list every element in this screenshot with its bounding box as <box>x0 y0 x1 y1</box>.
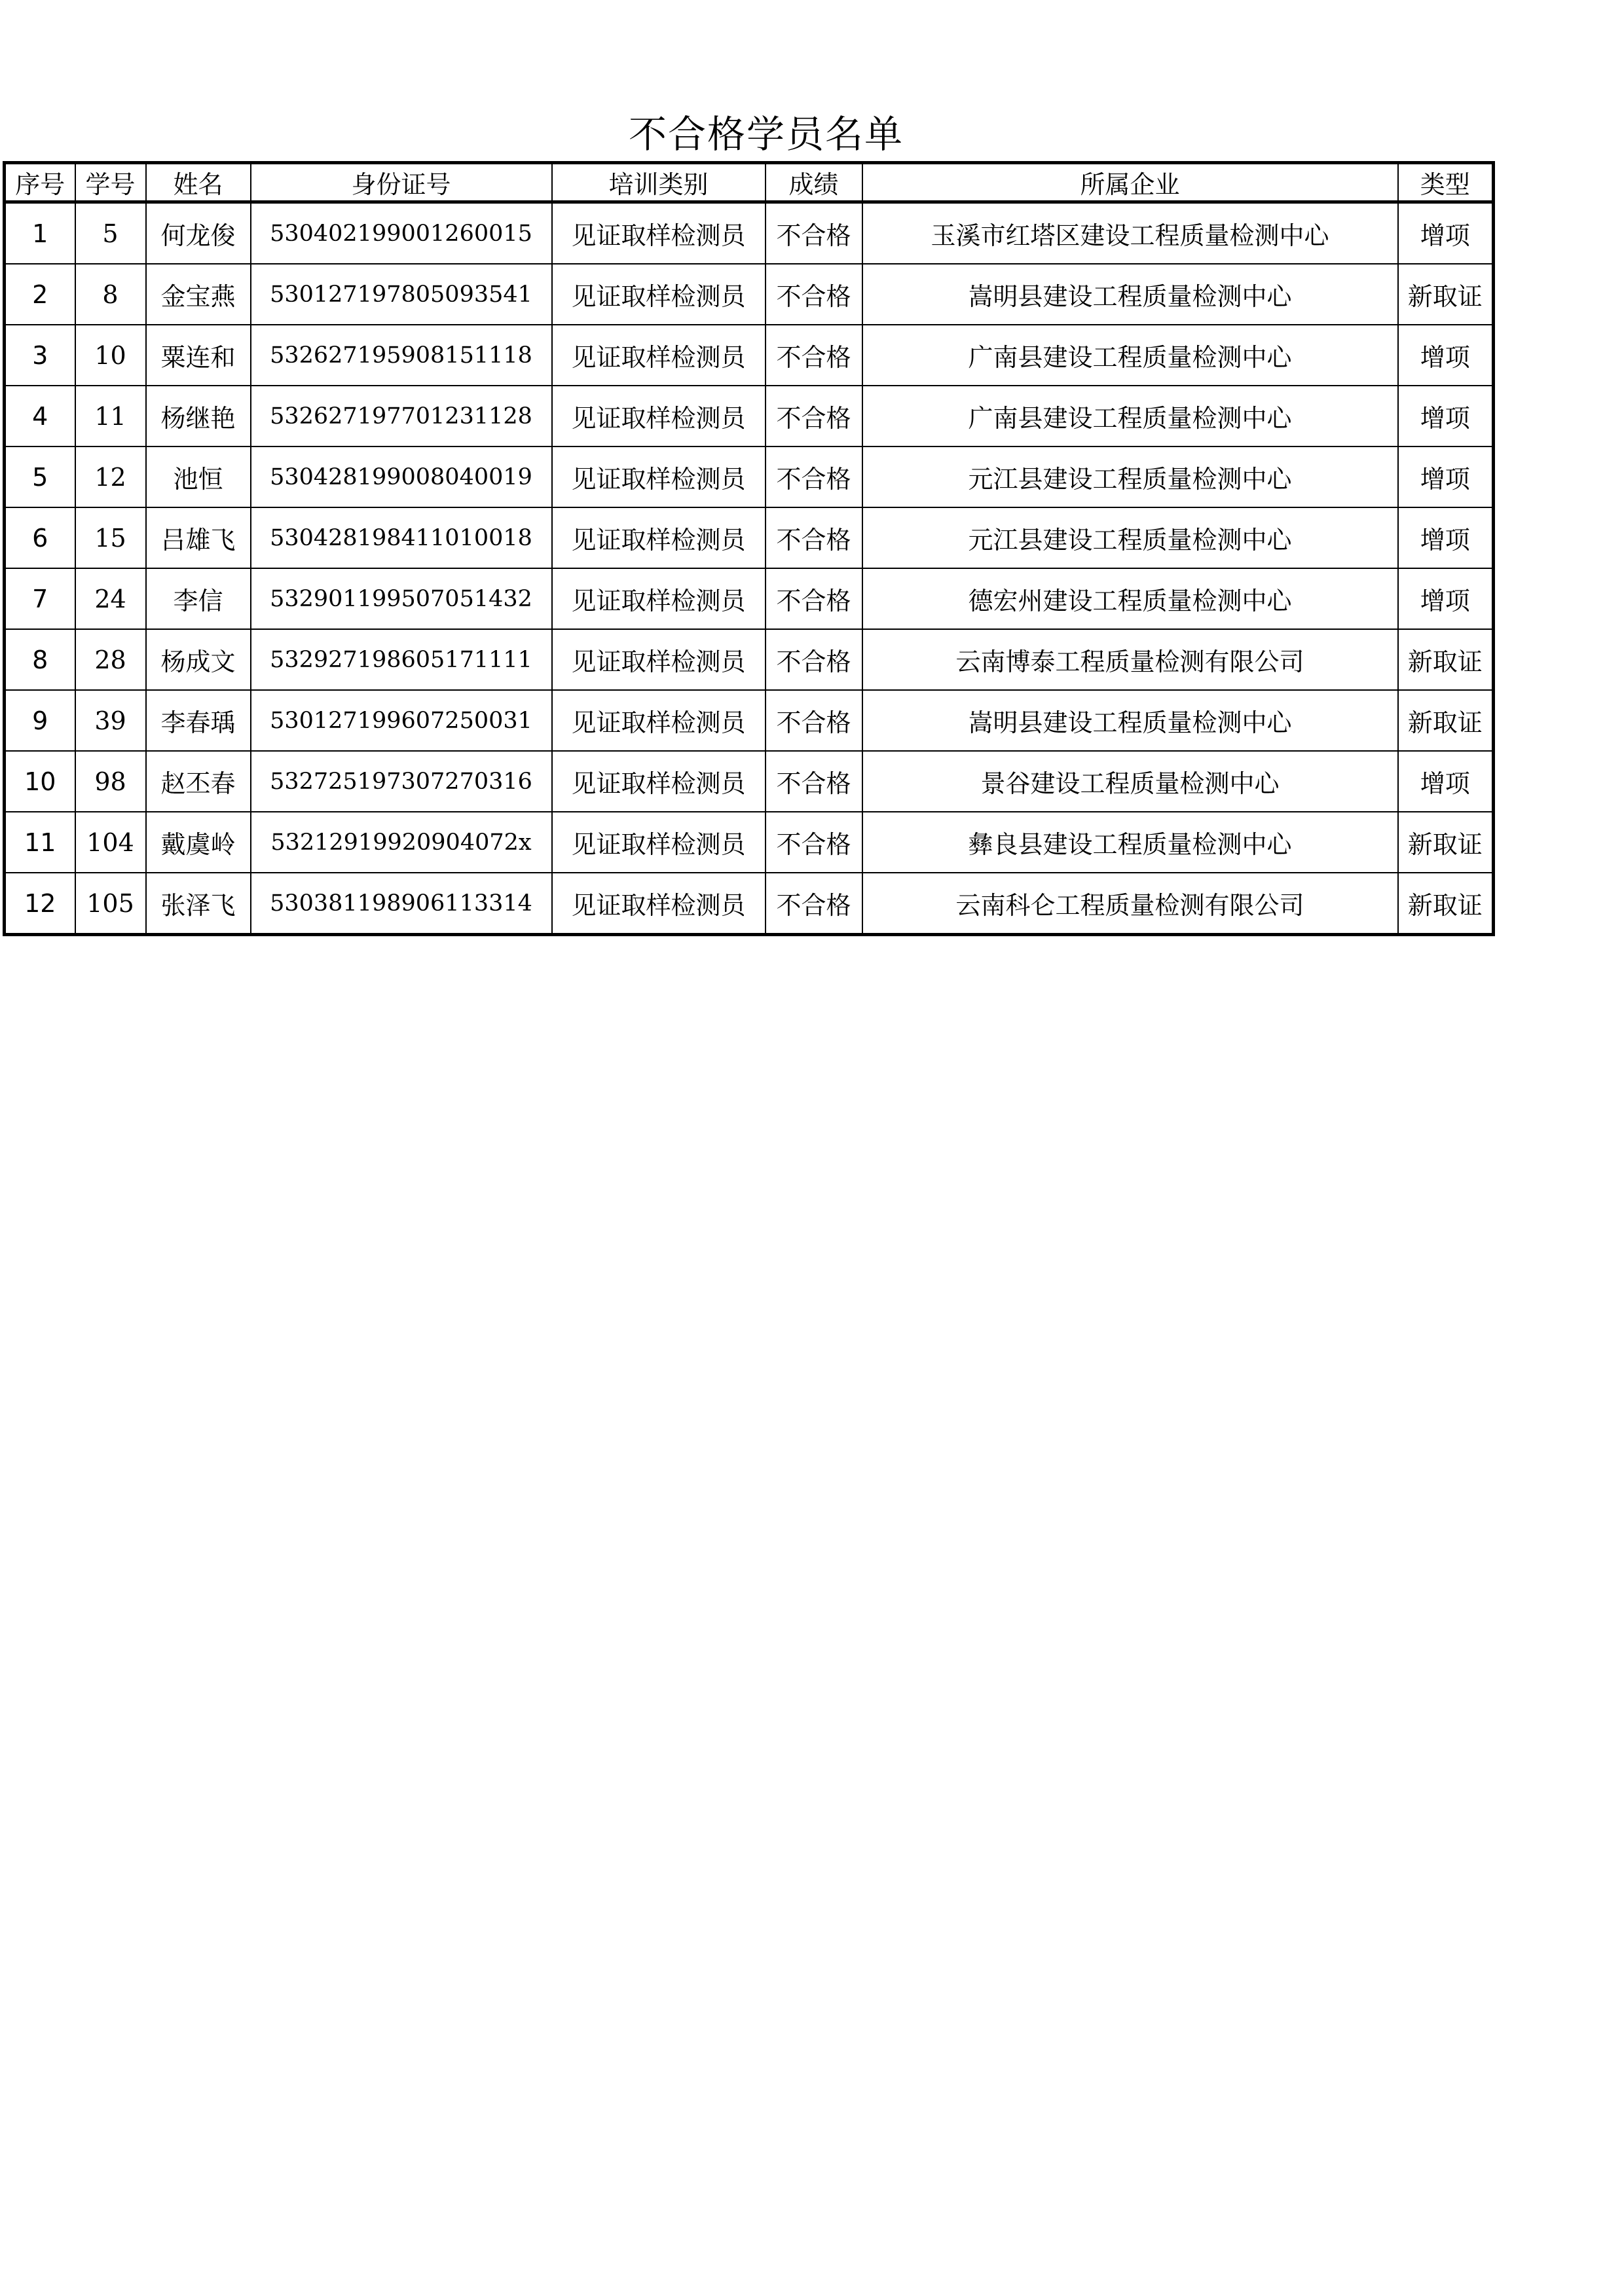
cell-student-number: 98 <box>75 751 146 812</box>
table-row <box>5 446 1494 507</box>
cell-type: 增项 <box>1398 507 1494 568</box>
header-id-number: 身份证号 <box>251 163 552 202</box>
table-row <box>5 386 1494 446</box>
cell-type: 增项 <box>1398 202 1494 264</box>
cell-training-category: 见证取样检测员 <box>552 873 766 935</box>
header-result: 成绩 <box>766 163 862 202</box>
cell-student-number: 104 <box>75 812 146 873</box>
cell-student-number: 11 <box>75 386 146 446</box>
cell-result: 不合格 <box>766 751 862 812</box>
cell-company: 嵩明县建设工程质量检测中心 <box>862 264 1398 325</box>
header-seq: 序号 <box>5 163 75 202</box>
header-name: 姓名 <box>146 163 251 202</box>
cell-name: 杨继艳 <box>146 386 251 446</box>
table-row <box>5 202 1494 264</box>
cell-result: 不合格 <box>766 812 862 873</box>
cell-seq: 11 <box>5 812 75 873</box>
table-row <box>5 873 1494 935</box>
cell-seq: 2 <box>5 264 75 325</box>
cell-student-number: 5 <box>75 202 146 264</box>
cell-training-category: 见证取样检测员 <box>552 751 766 812</box>
cell-id-number: 530127197805093541 <box>251 264 552 325</box>
table-row <box>5 325 1494 386</box>
cell-company: 景谷建设工程质量检测中心 <box>862 751 1398 812</box>
cell-result: 不合格 <box>766 202 862 264</box>
cell-seq: 4 <box>5 386 75 446</box>
table-header-row <box>5 163 1494 202</box>
cell-training-category: 见证取样检测员 <box>552 325 766 386</box>
cell-type: 新取证 <box>1398 629 1494 690</box>
cell-id-number: 530381198906113314 <box>251 873 552 935</box>
cell-id-number: 530428198411010018 <box>251 507 552 568</box>
cell-seq: 3 <box>5 325 75 386</box>
cell-seq: 5 <box>5 446 75 507</box>
cell-student-number: 10 <box>75 325 146 386</box>
cell-type: 新取证 <box>1398 812 1494 873</box>
cell-company: 元江县建设工程质量检测中心 <box>862 446 1398 507</box>
page-title: 不合格学员名单 <box>628 112 904 156</box>
cell-type: 增项 <box>1398 325 1494 386</box>
cell-result: 不合格 <box>766 568 862 629</box>
cell-result: 不合格 <box>766 446 862 507</box>
table-row <box>5 690 1494 751</box>
table-row <box>5 507 1494 568</box>
cell-result: 不合格 <box>766 507 862 568</box>
cell-student-number: 39 <box>75 690 146 751</box>
cell-name: 赵丕春 <box>146 751 251 812</box>
cell-type: 新取证 <box>1398 690 1494 751</box>
cell-id-number: 530402199001260015 <box>251 202 552 264</box>
cell-training-category: 见证取样检测员 <box>552 629 766 690</box>
cell-training-category: 见证取样检测员 <box>552 568 766 629</box>
cell-training-category: 见证取样检测员 <box>552 202 766 264</box>
cell-name: 张泽飞 <box>146 873 251 935</box>
cell-result: 不合格 <box>766 264 862 325</box>
header-type: 类型 <box>1398 163 1494 202</box>
cell-id-number: 532927198605171111 <box>251 629 552 690</box>
table-row <box>5 751 1494 812</box>
table-row <box>5 812 1494 873</box>
failed-students-table <box>3 161 1495 936</box>
cell-seq: 8 <box>5 629 75 690</box>
table-row <box>5 264 1494 325</box>
cell-company: 云南博泰工程质量检测有限公司 <box>862 629 1398 690</box>
cell-name: 李信 <box>146 568 251 629</box>
cell-company: 云南科仑工程质量检测有限公司 <box>862 873 1398 935</box>
cell-type: 增项 <box>1398 568 1494 629</box>
cell-training-category: 见证取样检测员 <box>552 446 766 507</box>
cell-id-number: 530127199607250031 <box>251 690 552 751</box>
cell-name: 杨成文 <box>146 629 251 690</box>
cell-training-category: 见证取样检测员 <box>552 264 766 325</box>
cell-type: 新取证 <box>1398 873 1494 935</box>
cell-name: 粟连和 <box>146 325 251 386</box>
cell-training-category: 见证取样检测员 <box>552 386 766 446</box>
cell-id-number: 532725197307270316 <box>251 751 552 812</box>
cell-name: 李春瑀 <box>146 690 251 751</box>
cell-type: 增项 <box>1398 751 1494 812</box>
cell-company: 广南县建设工程质量检测中心 <box>862 325 1398 386</box>
table-body <box>5 202 1494 935</box>
cell-student-number: 15 <box>75 507 146 568</box>
cell-seq: 12 <box>5 873 75 935</box>
cell-result: 不合格 <box>766 690 862 751</box>
cell-student-number: 28 <box>75 629 146 690</box>
cell-company: 元江县建设工程质量检测中心 <box>862 507 1398 568</box>
cell-training-category: 见证取样检测员 <box>552 690 766 751</box>
header-student-number: 学号 <box>75 163 146 202</box>
cell-training-category: 见证取样检测员 <box>552 507 766 568</box>
cell-type: 增项 <box>1398 446 1494 507</box>
cell-company: 玉溪市红塔区建设工程质量检测中心 <box>862 202 1398 264</box>
cell-name: 池恒 <box>146 446 251 507</box>
table-row <box>5 568 1494 629</box>
cell-seq: 7 <box>5 568 75 629</box>
cell-student-number: 24 <box>75 568 146 629</box>
cell-seq: 1 <box>5 202 75 264</box>
cell-seq: 6 <box>5 507 75 568</box>
cell-id-number: 532627195908151118 <box>251 325 552 386</box>
cell-company: 彝良县建设工程质量检测中心 <box>862 812 1398 873</box>
table-row <box>5 629 1494 690</box>
cell-company: 嵩明县建设工程质量检测中心 <box>862 690 1398 751</box>
cell-result: 不合格 <box>766 386 862 446</box>
cell-name: 吕雄飞 <box>146 507 251 568</box>
cell-company: 广南县建设工程质量检测中心 <box>862 386 1398 446</box>
cell-type: 增项 <box>1398 386 1494 446</box>
cell-seq: 10 <box>5 751 75 812</box>
header-company: 所属企业 <box>862 163 1398 202</box>
cell-id-number: 532627197701231128 <box>251 386 552 446</box>
cell-student-number: 105 <box>75 873 146 935</box>
cell-name: 金宝燕 <box>146 264 251 325</box>
cell-company: 德宏州建设工程质量检测中心 <box>862 568 1398 629</box>
cell-name: 戴虞岭 <box>146 812 251 873</box>
cell-result: 不合格 <box>766 873 862 935</box>
cell-result: 不合格 <box>766 325 862 386</box>
cell-student-number: 8 <box>75 264 146 325</box>
cell-training-category: 见证取样检测员 <box>552 812 766 873</box>
cell-id-number: 53212919920904072x <box>251 812 552 873</box>
cell-id-number: 530428199008040019 <box>251 446 552 507</box>
cell-type: 新取证 <box>1398 264 1494 325</box>
cell-name: 何龙俊 <box>146 202 251 264</box>
cell-result: 不合格 <box>766 629 862 690</box>
cell-seq: 9 <box>5 690 75 751</box>
cell-student-number: 12 <box>75 446 146 507</box>
cell-id-number: 532901199507051432 <box>251 568 552 629</box>
header-training-category: 培训类别 <box>552 163 766 202</box>
